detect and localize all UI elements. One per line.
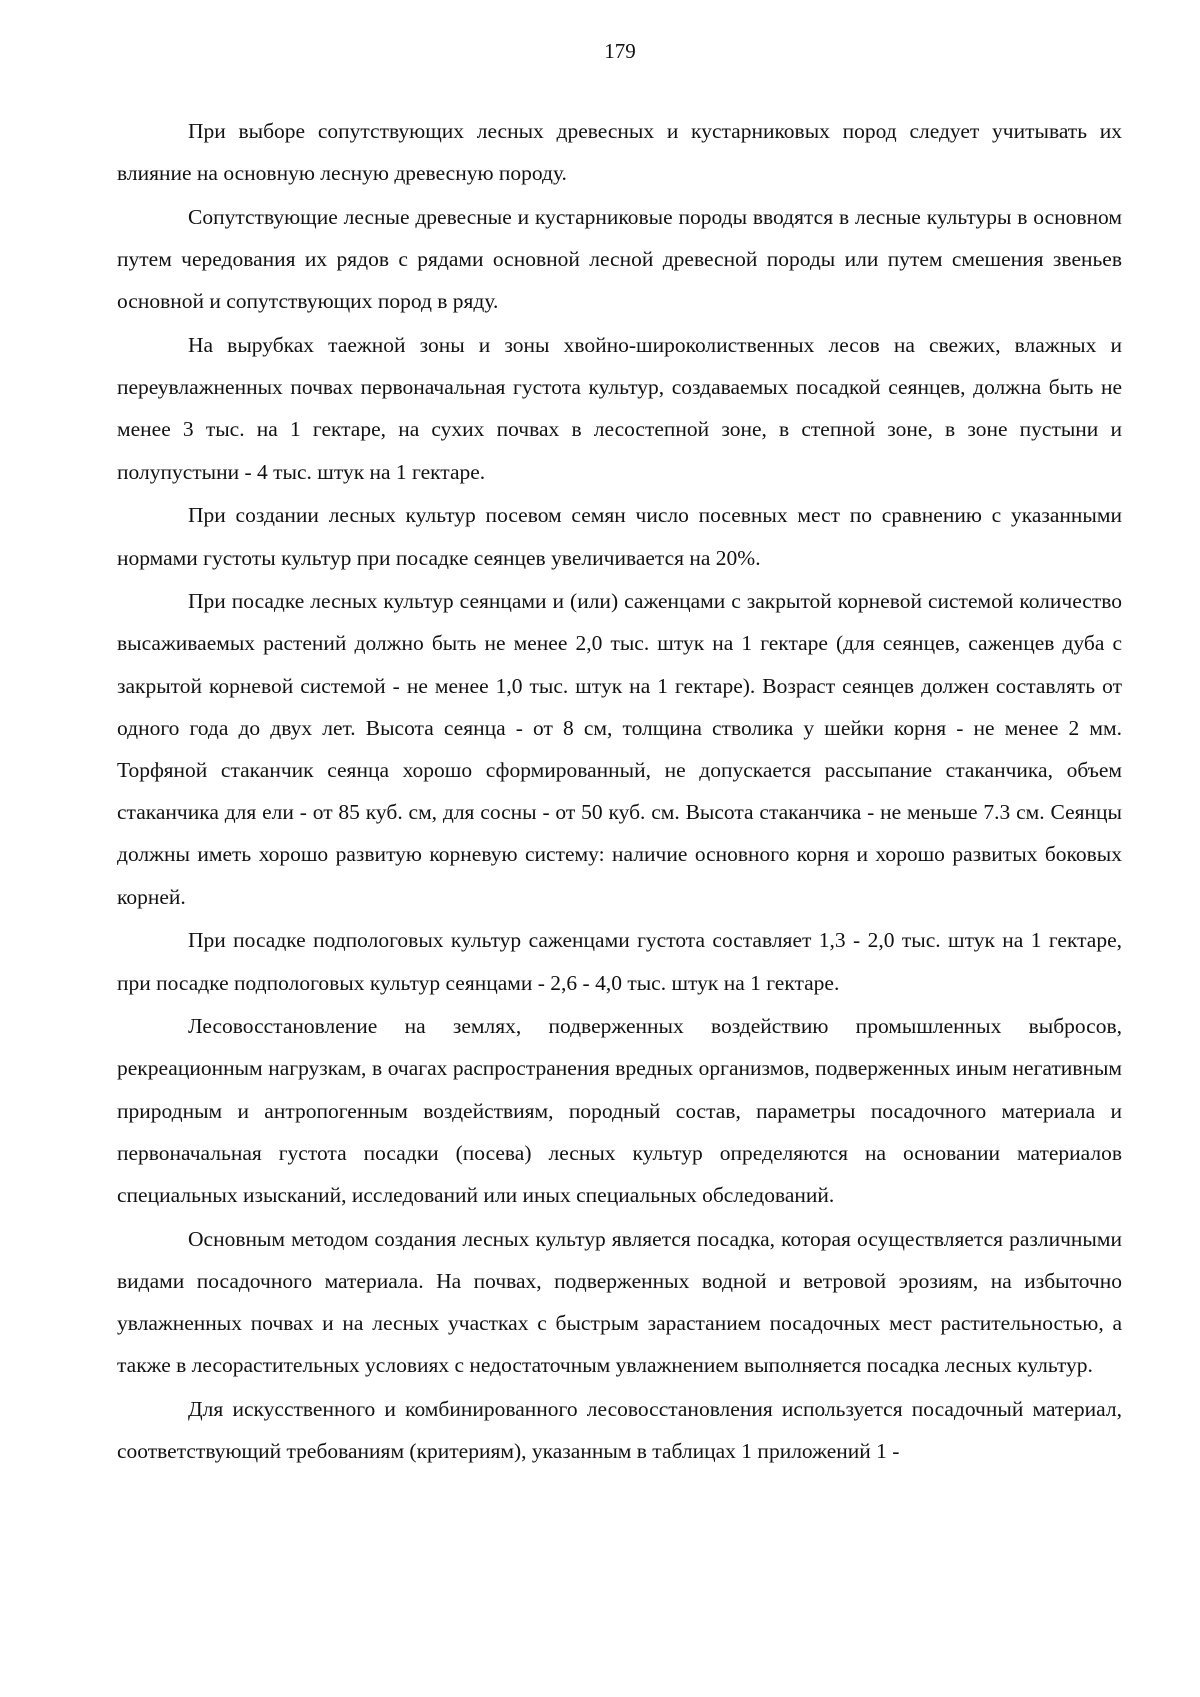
paragraph: На вырубках таежной зоны и зоны хвойно-широколиственных лесов на свежих, влажных и переувлажненных почвах первоначальная густота культур, создаваемых посадкой сеянцев, должна быть не менее 3 тыс. на 1 гектаре, на сухих почвах в лесостепной зоне, в степной зоне, в зоне пустыни и полупустыни - 4 тыс. штук на 1 гектаре. xyxy=(117,333,1122,484)
page-number: 179 xyxy=(604,39,636,63)
paragraph: При посадке лесных культур сеянцами и (или) саженцами с закрытой корневой системой количество высаживаемых растений должно быть не менее 2,0 тыс. штук на 1 гектаре (для сеянцев, саженцев дуба с закрытой корневой системой - не менее 1,0 тыс. штук на 1 гектаре). Возраст сеянцев должен составлять от одного года до двух лет. Высота сеянца - от 8 см, толщина стволика у шейки корня - не менее 2 мм. Торфяной стаканчик сеянца хорошо сформированный, не допускается рассыпание стаканчика, объем стаканчика для ели - от 85 куб. см, для сосны - от 50 куб. см. Высота стаканчика - не меньше 7.3 см. Сеянцы должны иметь хорошо развитую корневую систему: наличие основного корня и хорошо развитых боковых корней. xyxy=(117,589,1122,909)
paragraph: Сопутствующие лесные древесные и кустарниковые породы вводятся в лесные культуры в основном путем чередования их рядов с рядами основной лесной древесной породы или путем смешения звеньев основной и сопутствующих пород в ряду. xyxy=(117,204,1122,314)
paragraph: При посадке подпологовых культур саженцами густота составляет 1,3 - 2,0 тыс. штук на 1 гектаре, при посадке подпологовых культур сеянцами - 2,6 - 4,0 тыс. штук на 1 гектаре. xyxy=(117,928,1122,995)
paragraph: При выборе сопутствующих лесных древесных и кустарниковых пород следует учитывать их влияние на основную лесную древесную породу. xyxy=(117,119,1122,186)
paragraph: При создании лесных культур посевом семян число посевных мест по сравнению с указанными нормами густоты культур при посадке сеянцев увеличивается на 20%. xyxy=(117,503,1122,570)
paragraph: Для искусственного и комбинированного лесовосстановления используется посадочный материал, соответствующий требованиям (критериям), указанным в таблицах 1 приложений 1 - xyxy=(117,1397,1122,1464)
document-body xyxy=(117,110,1122,1474)
paragraph: Лесовосстановление на землях, подверженных воздействию промышленных выбросов, рекреационным нагрузкам, в очагах распространения вредных организмов, подверженных иным негативным природным и антропогенным воздействиям, породный состав, параметры посадочного материала и первоначальная густота посадки (посева) лесных культур определяются на основании материалов специальных изысканий, исследований или иных специальных обследований. xyxy=(117,1014,1122,1208)
paragraph: Основным методом создания лесных культур является посадка, которая осуществляется различными видами посадочного материала. На почвах, подверженных водной и ветровой эрозиям, на избыточно увлажненных почвах и на лесных участках с быстрым зарастанием посадочных мест растительностью, а также в лесорастительных условиях с недостаточным увлажнением выполняется посадка лесных культур. xyxy=(117,1226,1122,1378)
